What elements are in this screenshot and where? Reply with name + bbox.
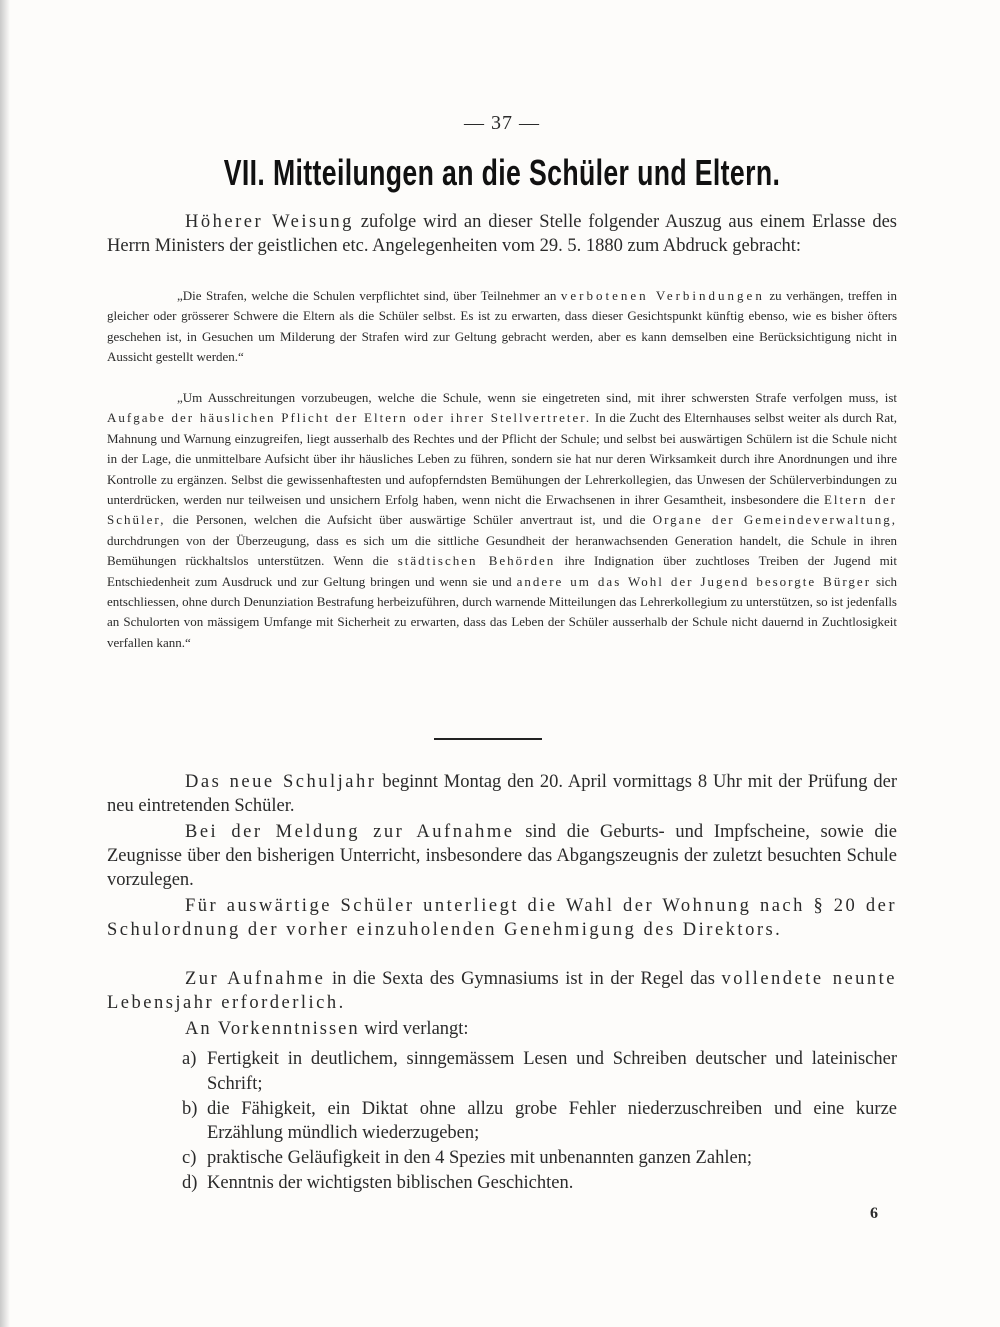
section-divider: [434, 738, 542, 740]
quote2-spaced-organe: Organe der Gemeindeverwaltung,: [652, 512, 897, 528]
vorkenntnisse-paragraph: [107, 1017, 897, 1041]
list-item-text: Fertigkeit in deutlichem, sinngemässem Lesen und Schreiben deutscher und lateinischer Schrift;: [207, 1049, 897, 1094]
quote2-spaced-buerger: andere um das Wohl der Jugend besorgte Bürger: [516, 573, 872, 589]
meldung-paragraph: [107, 820, 897, 892]
sexta-spaced-aufnahme: Zur Aufnahme: [185, 969, 326, 989]
section-heading: VII. Mitteilungen an die Schüler und Eltern.: [223, 152, 781, 193]
intro-paragraph: [107, 210, 897, 258]
list-item-text: Kenntnis der wichtigsten biblischen Geschichten.: [207, 1173, 574, 1193]
list-item-marker: b): [182, 1098, 198, 1119]
quote2-spaced-aufgabe: Aufgabe der häuslichen Pflicht der Eltern oder ihrer Stellvertreter.: [107, 410, 592, 426]
sexta-paragraph: [107, 967, 897, 1015]
quote2-part-g: durchdrungen von der Überzeugung, dass es sich um die sittliche Gesundheit der heranwachsenden Generation handelt, die Schule in ihren Bemühungen rückhaltslos unterstützen. Wenn die: [107, 532, 897, 569]
list-item: [182, 1171, 897, 1196]
quote1-spaced-verbindungen: verbotenen Verbindungen: [560, 288, 765, 303]
quote2-part-a: „Um Ausschreitungen vorzubeugen, welche die Schule, wenn sie eingetreten sind, mit ihrer schwersten Strafe verfolgen muss, ist: [177, 390, 897, 405]
sexta-spaced-lebensjahr: vollendete neunte Lebensjahr erforderlich.: [107, 969, 898, 1013]
page-edge-shadow: [0, 0, 10, 1327]
list-item-text: die Fähigkeit, ein Diktat ohne allzu grobe Fehler niederzuschreiben und eine kurze Erzählung mündlich wiederzugeben;: [207, 1098, 897, 1143]
list-item-marker: d): [182, 1173, 198, 1193]
list-item-marker: a): [182, 1049, 197, 1069]
intro-text: zufolge wird an dieser Stelle folgender Auszug aus einem Erlasse des Herrn Ministers der geistlichen etc. Angelegenheiten vom 29. 5. 1880 zum Abdruck gebracht:: [107, 212, 897, 256]
list-item-marker: c): [182, 1148, 197, 1168]
quote1-part-a: „Die Strafen, welche die Schulen verpflichtet sind, über Teilnehmer an: [177, 288, 561, 303]
quote2-part-k: sich entschliessen, ohne durch Denunziation Bestrafung herbeizuführen, durch warnende Mitteilungen das Lehrerkollegium zu unterstützen, so ist jedenfalls an Schulorten von mässigem Umfange mit Sicherheit zu erwarten, dass das Leben der Schüler ausserhalb der Schule nicht dauernd in Zuchtlosigkeit verfallen kann.“: [107, 573, 897, 650]
meldung-text: sind die Geburts- und Impfscheine, sowie die Zeugnisse über den bisherigen Unterricht, insbesondere das Abgangszeugnis der zuletzt besuchten Schule vorzulegen.: [107, 822, 898, 890]
quote-paragraph-2: [107, 388, 897, 653]
quote2-part-e: die Personen, welchen die Aufsicht über auswärtige Schüler anvertraut ist, und die: [165, 512, 653, 528]
quote2-spaced-behoerden: städtischen Behörden: [397, 553, 556, 569]
wohnung-paragraph: Für auswärtige Schüler unterliegt die Wahl der Wohnung nach § 20 der Schulordnung der vorher einzuholenden Genehmigung des Direktors.: [107, 896, 897, 940]
meldung-spaced: Bei der Meldung zur Aufnahme: [185, 822, 515, 842]
quote2-part-i: ihre Indignation über zuchtloses Treiben der Jugend mit Entschiedenheit zum Ausdruck und zur Geltung bringen und wenn sie und: [107, 553, 898, 589]
quote-paragraph-1: [107, 286, 897, 368]
list-item: [182, 1047, 897, 1096]
vorkenntnisse-spaced: An Vorkenntnissen: [185, 1019, 360, 1039]
requirements-list: [182, 1047, 897, 1196]
schuljahr-text: beginnt Montag den 20. April vormittags 8 Uhr mit der Prüfung der neu eintretenden Schüler.: [107, 772, 897, 816]
list-item: [182, 1097, 897, 1146]
sexta-text: in die Sexta des Gymnasiums ist in der Regel das: [325, 969, 722, 989]
list-item-text: praktische Geläufigkeit in den 4 Spezies mit unbenannten ganzen Zahlen;: [207, 1148, 753, 1168]
signature-mark: 6: [870, 1205, 878, 1222]
vorkenntnisse-text: wird verlangt:: [359, 1019, 469, 1039]
schuljahr-paragraph: [107, 770, 897, 818]
quote2-spaced-eltern: Eltern der Schüler,: [107, 492, 897, 528]
intro-spaced: Höherer Weisung: [185, 212, 354, 232]
quote2-part-c: In die Zucht des Elternhauses selbst weiter als durch Rat, Mahnung und Warnung einzugreifen, liegt ausserhalb des Rechtes und der Pflicht der Schule; und selbst bei auswärtigen Schülern ist die Schule nicht in der Lage, die unmittelbare Aufsicht über ihr häusliches Leben zu führen, sondern sie hat nur deren Wirksamkeit durch ihre Anordnungen und ihre Kontrolle zu ergänzen. Selbst die gewissenhaftesten und aufopferndsten Bemühungen der Lehrerkollegien, das Unwesen der Schülerverbindungen zu unterdrücken, werden nur teilweisen und unsichern Erfolg haben, wenn nicht die Erwachsenen in ihrer Gesamtheit, insbesondere die: [107, 410, 897, 508]
list-item: [182, 1146, 897, 1171]
quote1-part-c: zu verhängen, treffen in gleicher oder grösserer Schwere die Eltern als die Schüler selbst. Es ist zu erwarten, dass dieser Gesichtspunkt künftig ebenso, wie es bisher öfters geschehen ist, in Gesuchen um Milderung der Strafen wird zur Geltung gebracht werden, aber es kann demselben eine Berücksichtigung nicht in Aussicht gestellt werden.“: [107, 288, 897, 365]
page-number: — 37 —: [464, 112, 540, 134]
schuljahr-spaced: Das neue Schuljahr: [185, 772, 377, 792]
